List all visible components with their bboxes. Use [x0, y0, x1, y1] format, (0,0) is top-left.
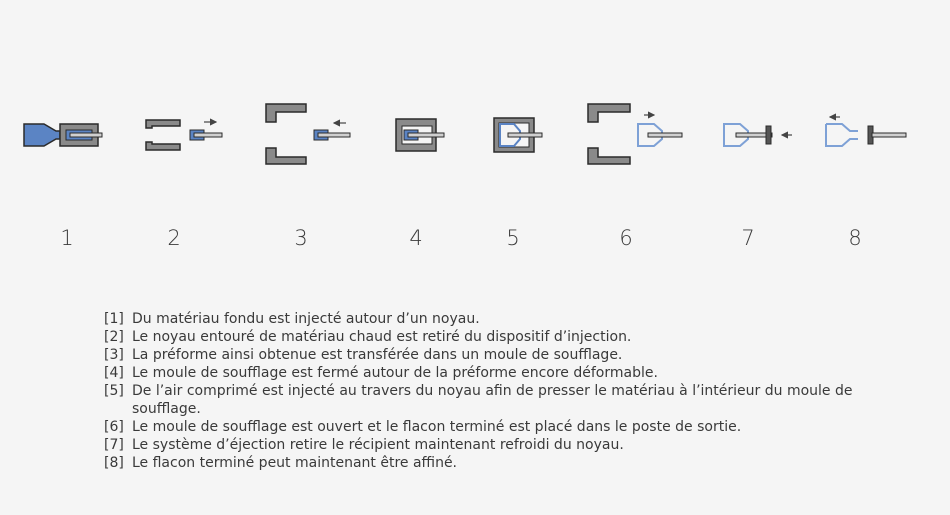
legend-number: [6] [104, 419, 124, 435]
legend-number: [4] [104, 365, 124, 381]
legend-item [104, 310, 864, 328]
step-8-illustration [826, 117, 906, 146]
step-number-2: 2 [167, 226, 181, 250]
step-number-1: 1 [60, 226, 74, 250]
legend-number: [2] [104, 329, 124, 345]
step-4-illustration [396, 119, 444, 151]
legend-text: Le moule de soufflage est fermé autour de la préforme encore déformable. [132, 365, 658, 381]
legend-number: [1] [104, 311, 124, 327]
legend-text: La préforme ainsi obtenue est transférée dans un moule de soufflage. [132, 347, 623, 363]
step-1-illustration [24, 124, 102, 146]
legend-item [104, 418, 864, 436]
legend-text: Le flacon terminé peut maintenant être affiné. [132, 455, 458, 471]
legend-number: [8] [104, 455, 124, 471]
legend-number: [3] [104, 347, 124, 363]
legend-number: [7] [104, 437, 124, 453]
legend-item [104, 328, 864, 346]
legend-text: Le système d’éjection retire le récipient maintenant refroidi du noyau. [132, 437, 624, 453]
step-number-6: 6 [619, 226, 633, 250]
step-5-illustration [494, 118, 542, 152]
step-number-4: 4 [409, 226, 423, 250]
step-number-5: 5 [506, 226, 520, 250]
legend-item [104, 454, 864, 472]
step-7-illustration [724, 124, 792, 146]
legend-number: [5] [104, 383, 124, 399]
step-number-3: 3 [294, 226, 308, 250]
step-6-illustration [588, 104, 682, 164]
legend-item [104, 436, 864, 454]
legend-item [104, 382, 864, 418]
step-number-8: 8 [848, 226, 862, 250]
step-number-7: 7 [741, 226, 755, 250]
legend [104, 310, 864, 472]
legend-text: Le moule de soufflage est ouvert et le flacon terminé est placé dans le poste de sortie. [132, 419, 742, 435]
legend-text: Du matériau fondu est injecté autour d’un noyau. [132, 311, 480, 327]
step-2-illustration [146, 120, 222, 150]
legend-item [104, 364, 864, 382]
legend-text: Le noyau entouré de matériau chaud est retiré du dispositif d’injection. [132, 329, 632, 345]
legend-text: De l’air comprimé est injecté au travers du noyau afin de presser le matériau à l’intérieur du moule de soufflage. [132, 383, 853, 417]
legend-item [104, 346, 864, 364]
step-3-illustration [266, 104, 350, 164]
